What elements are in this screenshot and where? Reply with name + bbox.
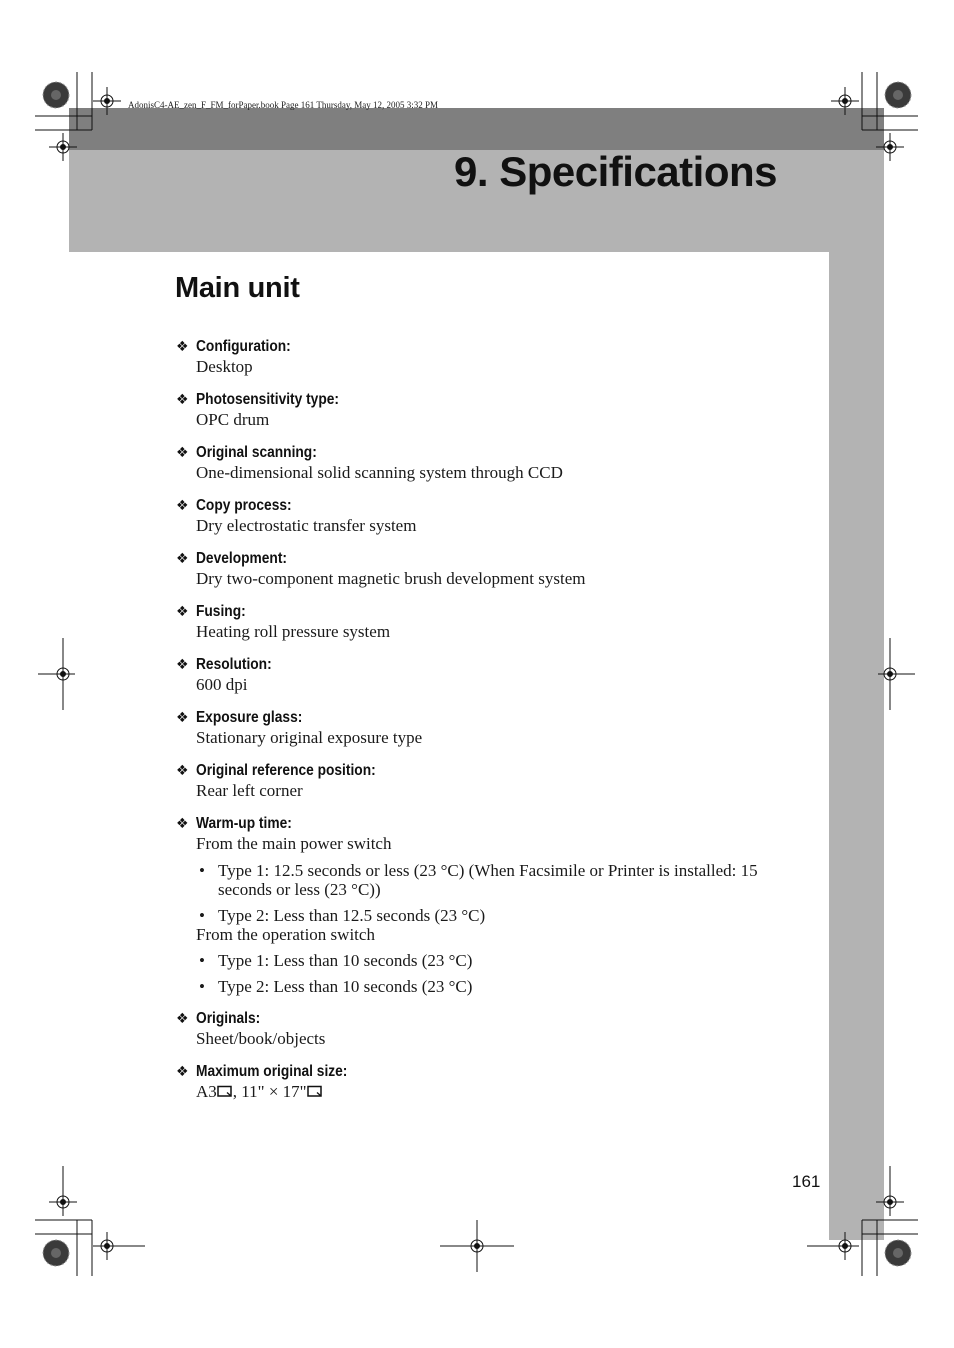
spec-label: Exposure glass: bbox=[196, 709, 303, 726]
dot-bullet-icon: • bbox=[199, 861, 205, 880]
section-title: Main unit bbox=[175, 272, 300, 304]
chapter-title: 9. Specifications bbox=[454, 148, 777, 195]
diamond-bullet-icon: ❖ bbox=[176, 445, 189, 461]
diamond-bullet-icon: ❖ bbox=[176, 763, 189, 779]
spec-label: Warm-up time: bbox=[196, 815, 292, 832]
spec-label: Configuration: bbox=[196, 338, 291, 355]
dot-bullet-icon: • bbox=[199, 977, 205, 996]
spec-value: Dry two-component magnetic brush development system bbox=[196, 569, 586, 588]
spec-label: Resolution: bbox=[196, 656, 272, 673]
file-header-line: AdonisC4-AE_zen_F_FM_forPaper.book Page 161 Thursday, May 12, 2005 3:32 PM bbox=[128, 100, 438, 110]
diamond-bullet-icon: ❖ bbox=[176, 1011, 189, 1027]
list-item-text: Type 1: Less than 10 seconds (23 °C) bbox=[218, 951, 473, 970]
crosshair-target-icons bbox=[38, 87, 915, 1272]
color-wheel-icons bbox=[43, 82, 911, 1266]
spec-value: 600 dpi bbox=[196, 675, 248, 694]
list-item-text: Type 2: Less than 12.5 seconds (23 °C) bbox=[218, 906, 486, 925]
diamond-bullet-icon: ❖ bbox=[176, 551, 189, 567]
diamond-bullet-icon: ❖ bbox=[176, 1064, 189, 1080]
spec-label: Originals: bbox=[196, 1010, 261, 1027]
page-number: 161 bbox=[792, 1172, 821, 1191]
spec-label: Development: bbox=[196, 550, 287, 567]
paper-size-a3: A3 bbox=[196, 1082, 217, 1101]
list-item-text: Type 1: 12.5 seconds or less (23 °C) (When Facsimile or Printer is installed: 15 seconds or less (23 °C)) bbox=[218, 861, 758, 899]
spec-value: Desktop bbox=[196, 357, 253, 376]
spec-value: From the operation switch bbox=[196, 925, 375, 944]
list-item-text: Type 2: Less than 10 seconds (23 °C) bbox=[218, 977, 473, 996]
spec-label: Original reference position: bbox=[196, 762, 376, 779]
diamond-bullet-icon: ❖ bbox=[176, 604, 189, 620]
spec-value: OPC drum bbox=[196, 410, 270, 429]
diamond-bullet-icon: ❖ bbox=[176, 657, 189, 673]
spec-label: Fusing: bbox=[196, 603, 246, 620]
spec-value: Sheet/book/objects bbox=[196, 1029, 326, 1048]
dot-bullet-icon: • bbox=[199, 951, 205, 970]
spec-value: Stationary original exposure type bbox=[196, 728, 423, 747]
diamond-bullet-icon: ❖ bbox=[176, 816, 189, 832]
spec-label: Original scanning: bbox=[196, 444, 317, 461]
crop-lines bbox=[35, 72, 918, 1276]
diamond-bullet-icon: ❖ bbox=[176, 710, 189, 726]
spec-label: Photosensitivity type: bbox=[196, 391, 339, 408]
spec-value: Heating roll pressure system bbox=[196, 622, 391, 641]
spec-value: One-dimensional solid scanning system through CCD bbox=[196, 463, 563, 482]
spec-value: Dry electrostatic transfer system bbox=[196, 516, 417, 535]
dot-bullet-icon: • bbox=[199, 906, 205, 925]
spec-label: Copy process: bbox=[196, 497, 292, 514]
spec-label: Maximum original size: bbox=[196, 1063, 348, 1080]
diamond-bullet-icon: ❖ bbox=[176, 339, 189, 355]
spec-value: From the main power switch bbox=[196, 834, 392, 853]
diamond-bullet-icon: ❖ bbox=[176, 392, 189, 408]
diamond-bullet-icon: ❖ bbox=[176, 498, 189, 514]
spec-value: Rear left corner bbox=[196, 781, 303, 800]
paper-size-ledger: , 11" × 17" bbox=[232, 1082, 307, 1101]
